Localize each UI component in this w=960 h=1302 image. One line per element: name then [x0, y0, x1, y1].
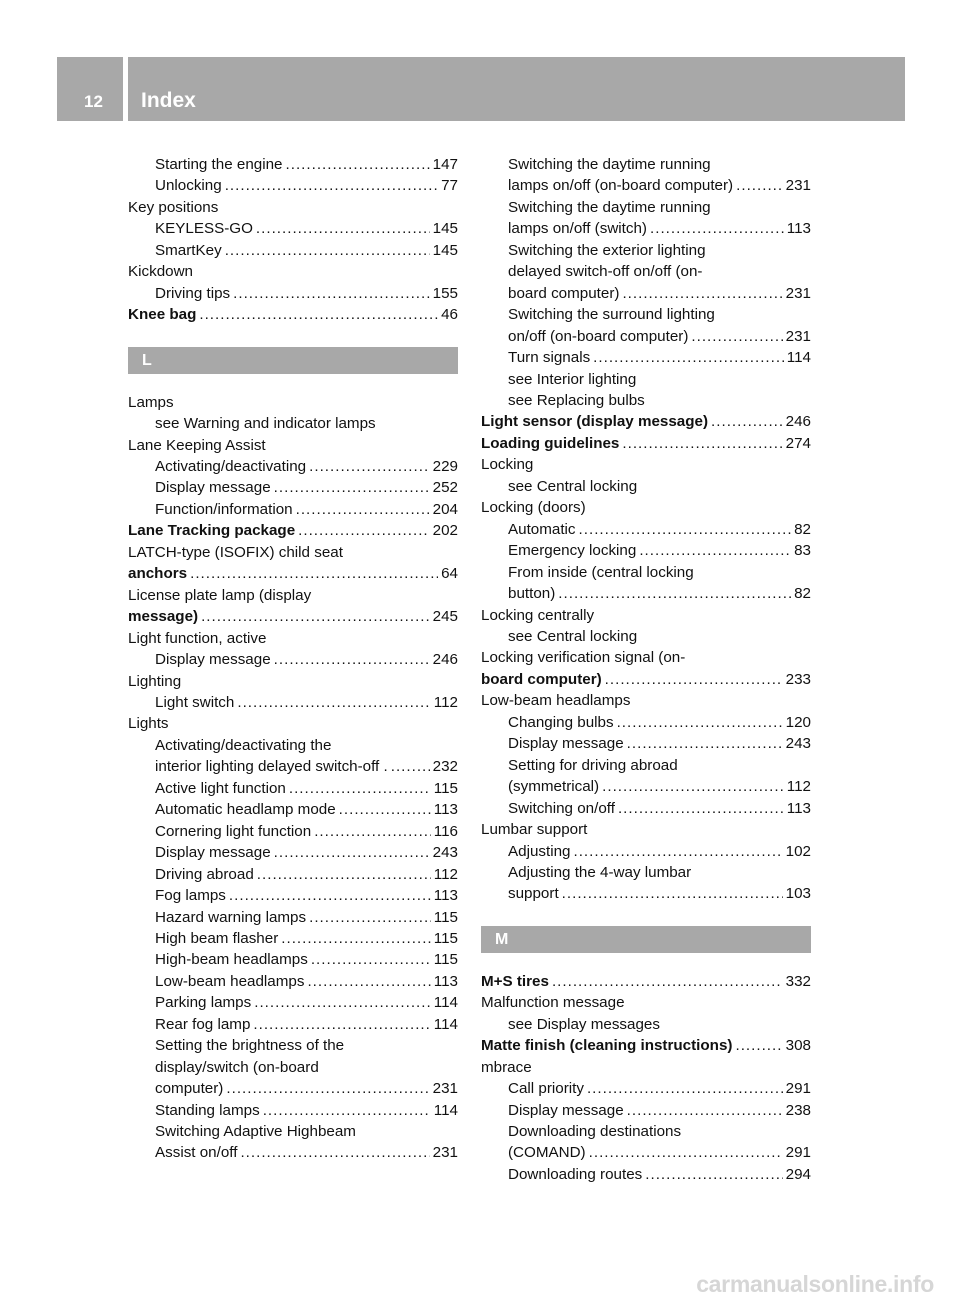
- index-entry: [481, 497, 811, 518]
- index-subentry: [481, 862, 811, 905]
- page-reference: 102: [785, 842, 811, 860]
- entry-text: Activating/deactivating the: [155, 736, 332, 754]
- entry-text: Fog lamps: [155, 887, 226, 905]
- entry-text: Automatic: [508, 520, 576, 538]
- entry-text: High-beam headlamps: [155, 951, 308, 969]
- index-subentry: [481, 347, 811, 368]
- page-reference: 113: [786, 220, 811, 238]
- leader-dots: [237, 692, 430, 713]
- leader-dots: [225, 175, 438, 196]
- entry-text: Unlocking: [155, 177, 222, 195]
- index-subentry: [128, 971, 458, 992]
- leader-dots: [274, 842, 430, 863]
- entry-text: From inside (central locking: [508, 563, 694, 581]
- leader-dots: [617, 712, 783, 733]
- page-reference: 115: [433, 779, 458, 797]
- header-separator: [123, 57, 128, 121]
- leader-dots: [229, 885, 431, 906]
- leader-dots: [391, 756, 430, 777]
- page-reference: 155: [432, 284, 458, 302]
- index-column-left: [128, 154, 458, 1164]
- index-subentry: [128, 499, 458, 520]
- index-subentry: [128, 154, 458, 175]
- index-subentry: [128, 413, 458, 434]
- index-subentry: [481, 154, 811, 197]
- entry-text: button): [508, 585, 556, 603]
- index-subentry: [481, 540, 811, 561]
- index-entry: [481, 992, 811, 1013]
- entry-text: computer): [155, 1080, 224, 1098]
- index-entry: [481, 454, 811, 475]
- page-reference: 114: [433, 994, 458, 1012]
- entry-text: (COMAND): [508, 1144, 586, 1162]
- entry-text: see Central locking: [508, 477, 638, 495]
- index-entry: [481, 690, 811, 711]
- page-reference: 64: [441, 565, 458, 583]
- leader-dots: [307, 971, 430, 992]
- index-entry: [128, 542, 458, 585]
- entry-text: Lamps: [128, 393, 174, 411]
- index-subentry: [128, 1035, 458, 1099]
- leader-dots: [309, 456, 430, 477]
- index-subentry: [481, 1164, 811, 1185]
- leader-dots: [639, 540, 791, 561]
- entry-text: Display message: [155, 651, 271, 669]
- entry-text: Standing lamps: [155, 1101, 260, 1119]
- page-reference: 112: [786, 778, 811, 796]
- index-column-right: [481, 154, 811, 1185]
- page-reference: 113: [433, 972, 458, 990]
- index-entry: [128, 197, 458, 218]
- leader-dots: [199, 304, 438, 325]
- index-entry: [128, 261, 458, 282]
- entry-text: Activating/deactivating: [155, 457, 307, 475]
- index-subentry: [481, 1078, 811, 1099]
- page-reference: 231: [432, 1144, 458, 1162]
- entry-text: display/switch (on-board: [155, 1058, 319, 1076]
- page-reference: 114: [433, 1015, 458, 1033]
- index-subentry: [128, 477, 458, 498]
- index-entry: [481, 1035, 811, 1056]
- entry-text: M+S tires: [481, 972, 549, 990]
- page-reference: 291: [785, 1144, 811, 1162]
- index-subentry: [128, 1014, 458, 1035]
- entry-text: Adjusting: [508, 842, 571, 860]
- entry-text: see Interior lighting: [508, 370, 637, 388]
- page-reference: 115: [433, 908, 458, 926]
- page-reference: 233: [785, 670, 811, 688]
- index-entry: [481, 647, 811, 690]
- entry-text: Function/information: [155, 500, 293, 518]
- page-reference: 46: [441, 306, 458, 324]
- leader-dots: [589, 1142, 783, 1163]
- entry-text: Display message: [155, 479, 271, 497]
- entry-text: Display message: [508, 1101, 624, 1119]
- page-reference: 202: [432, 522, 458, 540]
- entry-text: High beam flasher: [155, 929, 279, 947]
- entry-text: Malfunction message: [481, 994, 625, 1012]
- entry-text: Driving tips: [155, 284, 231, 302]
- entry-text: interior lighting delayed switch-off .: [155, 758, 388, 776]
- index-subentry: [128, 1100, 458, 1121]
- entry-text: board computer): [508, 284, 620, 302]
- index-entry: [128, 671, 458, 692]
- leader-dots: [627, 733, 783, 754]
- page-reference: 113: [786, 799, 811, 817]
- index-subentry: [481, 476, 811, 497]
- page-reference: 231: [785, 177, 811, 195]
- index-subentry: [128, 842, 458, 863]
- leader-dots: [274, 649, 430, 670]
- leader-dots: [254, 992, 431, 1013]
- entry-text: Emergency locking: [508, 542, 637, 560]
- page-reference: 204: [432, 500, 458, 518]
- index-entry: [481, 411, 811, 432]
- entry-text: Switching on/off: [508, 799, 615, 817]
- entry-text: Lane Keeping Assist: [128, 436, 266, 454]
- entry-text: Switching Adaptive Highbeam: [155, 1123, 356, 1141]
- leader-dots: [736, 175, 783, 196]
- index-entry: [481, 971, 811, 992]
- entry-text: Locking: [481, 456, 534, 474]
- leader-dots: [552, 971, 783, 992]
- leader-dots: [711, 411, 783, 432]
- leader-dots: [201, 606, 430, 627]
- entry-text: Hazard warning lamps: [155, 908, 307, 926]
- entry-text: Low-beam headlamps: [481, 692, 631, 710]
- entry-text: Turn signals: [508, 349, 591, 367]
- entry-text: Starting the engine: [155, 156, 283, 173]
- page-reference: 274: [785, 434, 811, 452]
- leader-dots: [263, 1100, 431, 1121]
- index-subentry: [128, 649, 458, 670]
- index-subentry: [481, 304, 811, 347]
- index-subentry: [128, 949, 458, 970]
- index-subentry: [481, 712, 811, 733]
- page-reference: 243: [432, 844, 458, 862]
- entry-text: Light switch: [155, 693, 235, 711]
- index-subentry: [128, 692, 458, 713]
- index-subentry: [481, 798, 811, 819]
- leader-dots: [309, 907, 431, 928]
- entry-text: mbrace: [481, 1058, 532, 1076]
- leader-dots: [233, 283, 430, 304]
- index-subentry: [128, 735, 458, 778]
- page-reference: 245: [432, 608, 458, 626]
- leader-dots: [579, 519, 792, 540]
- entry-text: Matte finish (cleaning instructions): [481, 1037, 733, 1055]
- page-reference: 308: [785, 1037, 811, 1055]
- entry-text: Parking lamps: [155, 994, 252, 1012]
- index-subentry: [481, 369, 811, 390]
- index-subentry: [128, 821, 458, 842]
- entry-text: SmartKey: [155, 241, 222, 259]
- leader-dots: [314, 821, 431, 842]
- leader-dots: [257, 864, 431, 885]
- entry-text: see Replacing bulbs: [508, 391, 645, 409]
- page-reference: 120: [785, 713, 811, 731]
- entry-text: (symmetrical): [508, 778, 600, 796]
- leader-dots: [256, 218, 430, 239]
- index-entry: [128, 435, 458, 456]
- leader-dots: [627, 1100, 783, 1121]
- page-reference: 145: [432, 220, 458, 238]
- index-subentry: [481, 519, 811, 540]
- entry-text: Lane Tracking package: [128, 522, 296, 540]
- leader-dots: [562, 883, 783, 904]
- page-number: 12: [84, 92, 103, 111]
- entry-text: Display message: [508, 735, 624, 753]
- entry-text: Lumbar support: [481, 821, 588, 839]
- entry-text: Adjusting the 4-way lumbar: [508, 863, 692, 881]
- index-subentry: [128, 283, 458, 304]
- entry-text: anchors: [128, 565, 188, 583]
- entry-text: Call priority: [508, 1080, 584, 1098]
- index-subentry: [128, 928, 458, 949]
- index-subentry: [481, 240, 811, 304]
- index-subentry: [128, 456, 458, 477]
- page-reference: 231: [432, 1080, 458, 1098]
- index-entry: [128, 585, 458, 628]
- index-subentry: [128, 1121, 458, 1164]
- letter-heading: L: [128, 347, 458, 374]
- page-reference: 291: [785, 1080, 811, 1098]
- page-reference: 332: [785, 972, 811, 990]
- entry-text: Light function, active: [128, 629, 267, 647]
- entry-text: KEYLESS-GO: [155, 220, 253, 238]
- page-reference: 243: [785, 735, 811, 753]
- page-reference: 231: [785, 327, 811, 345]
- index-subentry: [128, 907, 458, 928]
- entry-text: Low-beam headlamps: [155, 972, 305, 990]
- leader-dots: [296, 499, 430, 520]
- page-reference: 112: [433, 693, 458, 711]
- page-reference: 113: [433, 887, 458, 905]
- leader-dots: [622, 283, 782, 304]
- entry-text: Driving abroad: [155, 865, 254, 883]
- page-reference: 103: [785, 885, 811, 903]
- entry-text: Setting the brightness of the: [155, 1037, 345, 1055]
- page-reference: 112: [433, 865, 458, 883]
- entry-text: Loading guidelines: [481, 434, 620, 452]
- entry-text: see Central locking: [508, 627, 638, 645]
- index-subentry: [128, 864, 458, 885]
- leader-dots: [618, 798, 784, 819]
- page-reference: 82: [794, 520, 811, 538]
- leader-dots: [286, 154, 430, 175]
- entry-text: lamps on/off (on-board computer): [508, 177, 734, 195]
- page-reference: 294: [785, 1165, 811, 1183]
- entry-text: board computer): [481, 670, 602, 688]
- entry-text: Changing bulbs: [508, 713, 614, 731]
- entry-text: on/off (on-board computer): [508, 327, 689, 345]
- entry-text: Locking verification signal (on-: [481, 649, 686, 667]
- leader-dots: [573, 841, 782, 862]
- leader-dots: [253, 1014, 430, 1035]
- page-reference: 116: [433, 822, 458, 840]
- leader-dots: [339, 799, 431, 820]
- index-entry: [481, 605, 811, 626]
- page-reference: 246: [432, 651, 458, 669]
- entry-text: Display message: [155, 844, 271, 862]
- entry-text: Kickdown: [128, 263, 193, 281]
- page-reference: 82: [794, 585, 811, 603]
- page-reference: 114: [433, 1101, 458, 1119]
- entry-text: LATCH-type (ISOFIX) child seat: [128, 543, 343, 561]
- entry-text: delayed switch-off on/off (on-: [508, 263, 703, 281]
- index-subentry: [481, 733, 811, 754]
- page-reference: 115: [433, 951, 458, 969]
- leader-dots: [226, 1078, 429, 1099]
- entry-text: Downloading routes: [508, 1165, 643, 1183]
- leader-dots: [190, 563, 438, 584]
- index-entry: [481, 819, 811, 840]
- entry-text: Knee bag: [128, 306, 197, 324]
- leader-dots: [622, 433, 782, 454]
- index-subentry: [128, 885, 458, 906]
- entry-text: Switching the daytime running: [508, 156, 711, 173]
- page-reference: 229: [432, 457, 458, 475]
- entry-text: see Display messages: [508, 1015, 660, 1033]
- page-reference: 145: [432, 241, 458, 259]
- index-subentry: [481, 1014, 811, 1035]
- index-subentry: [481, 755, 811, 798]
- index-subentry: [128, 992, 458, 1013]
- entry-text: support: [508, 885, 559, 903]
- leader-dots: [298, 520, 430, 541]
- index-subentry: [128, 240, 458, 261]
- index-subentry: [128, 175, 458, 196]
- index-entry: [128, 304, 458, 325]
- entry-text: Downloading destinations: [508, 1123, 682, 1141]
- index-entry: [128, 392, 458, 413]
- index-subentry: [481, 841, 811, 862]
- page-reference: 83: [794, 542, 811, 560]
- entry-text: lamps on/off (switch): [508, 220, 647, 238]
- entry-text: Automatic headlamp mode: [155, 801, 336, 819]
- leader-dots: [587, 1078, 783, 1099]
- index-subentry: [128, 218, 458, 239]
- page-reference: 232: [432, 758, 458, 776]
- index-subentry: [481, 390, 811, 411]
- page-reference: 238: [785, 1101, 811, 1119]
- watermark: carmanualsonline.info: [696, 1271, 934, 1297]
- letter-heading: M: [481, 926, 811, 953]
- leader-dots: [645, 1164, 782, 1185]
- entry-text: Cornering light function: [155, 822, 312, 840]
- leader-dots: [274, 477, 430, 498]
- leader-dots: [605, 669, 783, 690]
- leader-dots: [650, 218, 784, 239]
- leader-dots: [281, 928, 431, 949]
- index-subentry: [481, 626, 811, 647]
- entry-text: Active light function: [155, 779, 286, 797]
- index-subentry: [481, 1100, 811, 1121]
- page-reference: 114: [786, 349, 811, 367]
- index-subentry: [481, 197, 811, 240]
- leader-dots: [593, 347, 784, 368]
- page-reference: 115: [433, 929, 458, 947]
- entry-text: Assist on/off: [155, 1144, 238, 1162]
- entry-text: Lighting: [128, 672, 182, 690]
- leader-dots: [602, 776, 784, 797]
- page-reference: 246: [785, 413, 811, 431]
- index-entry: [128, 713, 458, 734]
- leader-dots: [691, 326, 782, 347]
- entry-text: Rear fog lamp: [155, 1015, 251, 1033]
- index-entry: [481, 1057, 811, 1078]
- entry-text: Switching the daytime running: [508, 198, 711, 216]
- index-subentry: [128, 778, 458, 799]
- entry-text: see Warning and indicator lamps: [155, 415, 376, 433]
- page-reference: 113: [433, 801, 458, 819]
- entry-text: Lights: [128, 715, 169, 733]
- leader-dots: [225, 240, 430, 261]
- leader-dots: [558, 583, 791, 604]
- leader-dots: [240, 1142, 429, 1163]
- entry-text: Light sensor (display message): [481, 413, 709, 431]
- entry-text: Setting for driving abroad: [508, 756, 678, 774]
- entry-text: Locking centrally: [481, 606, 595, 624]
- entry-text: Locking (doors): [481, 499, 586, 517]
- index-subentry: [128, 799, 458, 820]
- leader-dots: [289, 778, 431, 799]
- entry-text: Switching the exterior lighting: [508, 241, 706, 259]
- index-entry: [128, 520, 458, 541]
- entry-text: Key positions: [128, 198, 219, 216]
- index-subentry: [481, 1121, 811, 1164]
- page-reference: 77: [441, 177, 458, 195]
- page-reference: 231: [785, 284, 811, 302]
- section-title: Index: [141, 89, 196, 112]
- entry-text: message): [128, 608, 199, 626]
- index-entry: [481, 433, 811, 454]
- page-reference: 147: [432, 156, 458, 173]
- index-subentry: [481, 562, 811, 605]
- entry-text: License plate lamp (display: [128, 586, 312, 604]
- index-entry: [128, 628, 458, 649]
- entry-text: Switching the surround lighting: [508, 306, 715, 324]
- leader-dots: [735, 1035, 782, 1056]
- leader-dots: [311, 949, 431, 970]
- page-reference: 252: [432, 479, 458, 497]
